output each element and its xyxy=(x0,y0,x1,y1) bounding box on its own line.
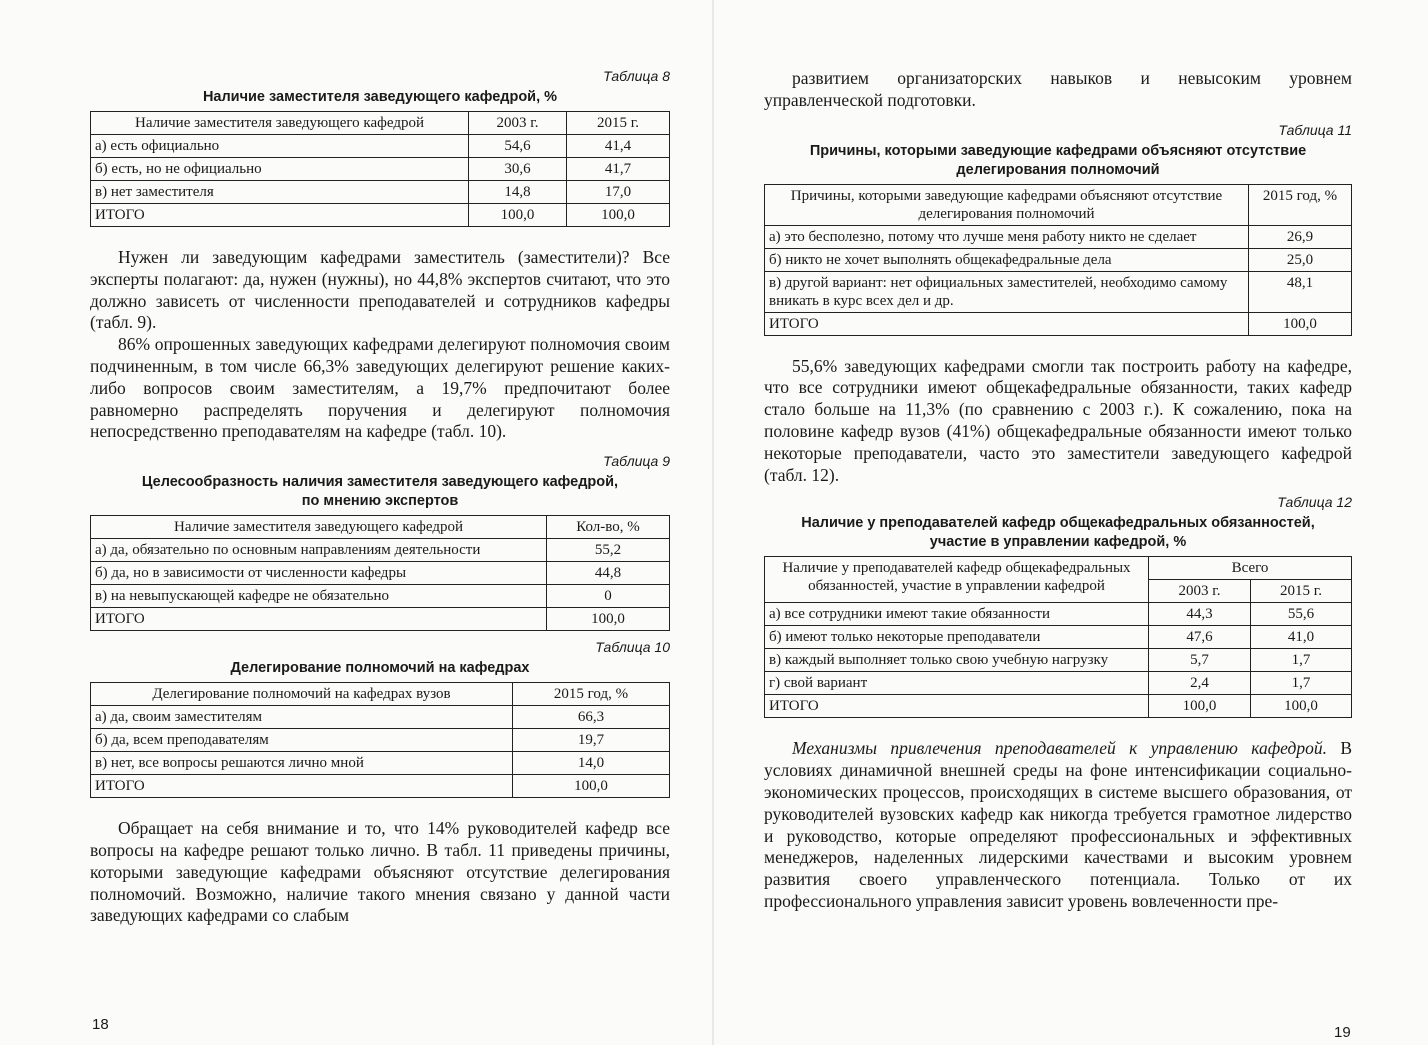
table-cell: 47,6 xyxy=(1149,626,1251,649)
table-cell: а) да, своим заместителям xyxy=(91,706,513,729)
table-11-title: Причины, которыми заведующие кафедрами объясняют отсутствие xyxy=(809,142,1307,159)
table-10 xyxy=(90,682,670,798)
left-page xyxy=(0,0,712,1045)
table-10-label: Таблица 10 xyxy=(595,639,670,656)
table-header-cell: Кол-во, % xyxy=(547,516,670,539)
italic-lead: Механизмы привлечения преподавателей к управлению кафедрой. xyxy=(792,738,1327,759)
table-cell: в) каждый выполняет только свою учебную нагрузку xyxy=(765,649,1149,672)
table-cell: 1,7 xyxy=(1251,672,1352,695)
table-cell: б) никто не хочет выполнять общекафедральные дела xyxy=(765,248,1249,271)
table-cell: 0 xyxy=(547,585,670,608)
right-column xyxy=(764,68,1352,913)
paragraph xyxy=(764,738,1352,912)
table-row xyxy=(91,608,670,631)
table-8-title: Наличие заместителя заведующего кафедрой, % xyxy=(202,89,558,105)
table-cell: 100,0 xyxy=(1249,312,1352,335)
table-11 xyxy=(764,184,1352,336)
table-cell: в) нет, все вопросы решаются лично мной xyxy=(91,752,513,775)
table-cell: г) свой вариант xyxy=(765,672,1149,695)
table-cell: а) да, обязательно по основным направлениям деятельности xyxy=(91,539,547,562)
table-row xyxy=(91,775,670,798)
page-number: 18 xyxy=(92,1016,109,1033)
table-cell: 55,2 xyxy=(547,539,670,562)
table-cell: а) это бесполезно, потому что лучше меня работу никто не сделает xyxy=(765,225,1249,248)
table-9 xyxy=(90,515,670,631)
table-row xyxy=(765,603,1352,626)
table-row xyxy=(91,158,670,181)
table-cell: 41,7 xyxy=(567,158,670,181)
paragraph: Нужен ли заведующим кафедрами заместитель (заместители)? Все эксперты полагают: да, нужен (нужны), но 44,8% экспертов считают, что это должно зависеть от численности преподавателей и сотрудников кафедры (табл. 9). xyxy=(90,247,670,333)
table-cell: 14,8 xyxy=(469,181,567,204)
table-header-cell: Наличие заместителя заведующего кафедрой xyxy=(91,516,547,539)
table-header-cell: 2015 г. xyxy=(1251,580,1352,603)
table-cell: б) есть, но не официально xyxy=(91,158,469,181)
table-cell: в) другой вариант: нет официальных заместителей, необходимо самому вникать в курс всех дел и др. xyxy=(765,271,1249,312)
table-cell: 54,6 xyxy=(469,135,567,158)
table-cell: 48,1 xyxy=(1249,271,1352,312)
table-cell: 17,0 xyxy=(567,181,670,204)
table-cell: 25,0 xyxy=(1249,248,1352,271)
table-9-title-line-2: по мнению экспертов xyxy=(301,493,459,510)
table-row xyxy=(91,706,670,729)
table-8-label: Таблица 8 xyxy=(603,68,670,84)
table-header-row xyxy=(91,683,670,706)
table-cell: 44,8 xyxy=(547,562,670,585)
table-header-cell: 2003 г. xyxy=(1149,580,1251,603)
table-header-cell: 2015 год, % xyxy=(1249,184,1352,225)
table-cell: 100,0 xyxy=(469,204,567,227)
table-row xyxy=(765,626,1352,649)
table-header-cell: Причины, которыми заведующие кафедрами объясняют отсутствие делегирования полномочий xyxy=(765,184,1249,225)
table-header-cell: Всего xyxy=(1149,557,1352,580)
table-cell: ИТОГО xyxy=(765,312,1249,335)
table-header-row xyxy=(765,557,1352,580)
table-cell: 66,3 xyxy=(513,706,670,729)
table-row xyxy=(765,271,1352,312)
table-cell: б) да, всем преподавателям xyxy=(91,729,513,752)
table-cell: 100,0 xyxy=(1149,695,1251,718)
table-cell: б) да, но в зависимости от численности кафедры xyxy=(91,562,547,585)
table-cell: 100,0 xyxy=(1251,695,1352,718)
table-12 xyxy=(764,556,1352,718)
table-cell: б) имеют только некоторые преподаватели xyxy=(765,626,1149,649)
table-cell: ИТОГО xyxy=(91,608,547,631)
table-cell: в) на невыпускающей кафедре не обязательно xyxy=(91,585,547,608)
table-cell: ИТОГО xyxy=(765,695,1149,718)
table-header-cell: Делегирование полномочий на кафедрах вузов xyxy=(91,683,513,706)
table-row xyxy=(765,225,1352,248)
table-cell: ИТОГО xyxy=(91,204,469,227)
table-9-title: Целесообразность наличия заместителя заведующего кафедрой, xyxy=(141,474,619,491)
table-row xyxy=(91,135,670,158)
table-row xyxy=(765,312,1352,335)
table-header-row xyxy=(91,112,670,135)
table-header-cell: Наличие заместителя заведующего кафедрой xyxy=(91,112,469,135)
table-cell: 19,7 xyxy=(513,729,670,752)
table-header-row xyxy=(91,516,670,539)
table-cell: 41,0 xyxy=(1251,626,1352,649)
table-cell: 26,9 xyxy=(1249,225,1352,248)
table-row xyxy=(91,204,670,227)
table-row xyxy=(91,181,670,204)
table-row xyxy=(91,539,670,562)
table-row xyxy=(765,695,1352,718)
table-12-label: Таблица 12 xyxy=(1277,494,1352,511)
table-row xyxy=(91,562,670,585)
table-cell: 1,7 xyxy=(1251,649,1352,672)
table-header-cell: Наличие у преподавателей кафедр общекафедральных обязанностей, участие в управлении кафедрой xyxy=(765,557,1149,603)
table-11-label: Таблица 11 xyxy=(1278,121,1352,138)
table-cell: ИТОГО xyxy=(91,775,513,798)
table-cell: в) нет заместителя xyxy=(91,181,469,204)
table-cell: 100,0 xyxy=(513,775,670,798)
table-cell: 14,0 xyxy=(513,752,670,775)
table-12-title: Наличие у преподавателей кафедр общекафедральных обязанностей, xyxy=(801,515,1315,532)
table-header-cell: 2015 г. xyxy=(567,112,670,135)
table-row xyxy=(765,672,1352,695)
table-row xyxy=(91,585,670,608)
table-header-cell: 2015 год, % xyxy=(513,683,670,706)
table-row xyxy=(91,729,670,752)
table-header-cell: 2003 г. xyxy=(469,112,567,135)
table-11-title-line-2: делегирования полномочий xyxy=(956,161,1160,178)
paragraph: Обращает на себя внимание и то, что 14% руководителей кафедр все вопросы на кафедре решают только лично. В табл. 11 приведены причины, которыми заведующие кафедрами объясняют отсутствие делегирования полномочий. Возможно, наличие такого мнения связано у данной части заведующих кафедрами со слабым xyxy=(90,818,670,926)
paragraph-text: В условиях динамичной внешней среды на фоне интенсификации социально-экономических процессов, происходящих в системе высшего образования, от руководителей вузовских кафедр как никогда требуется грамотное лидерство и руководство, которые определяют профессиональных и эффективных менеджеров, наделенных лидерскими качествами и высоким уровнем развития своего управленческого потенциала. Только от их профессионального управления зависит уровень вовлеченности пре- xyxy=(764,738,1352,911)
table-header-row xyxy=(765,184,1352,225)
table-cell: 2,4 xyxy=(1149,672,1251,695)
table-cell: 100,0 xyxy=(567,204,670,227)
table-12-title-line-2: участие в управлении кафедрой, % xyxy=(929,534,1187,551)
table-cell: а) есть официально xyxy=(91,135,469,158)
table-row xyxy=(91,752,670,775)
page-number: 19 xyxy=(1334,1024,1351,1041)
table-cell: 5,7 xyxy=(1149,649,1251,672)
table-row xyxy=(765,649,1352,672)
table-cell: 55,6 xyxy=(1251,603,1352,626)
paragraph: 55,6% заведующих кафедрами смогли так построить работу на кафедре, что все сотрудники имеют общекафедральные обязанности, таких кафедр стало больше на 11,3% (по сравнению с 2003 г.). К сожалению, пока на половине кафедр вузов (41%) общекафедральные обязанности имеют только некоторые преподаватели, часто это заместители заведующего кафедрой (табл. 12). xyxy=(764,355,1352,485)
table-8 xyxy=(90,111,670,227)
table-cell: 30,6 xyxy=(469,158,567,181)
table-cell: 100,0 xyxy=(547,608,670,631)
right-page xyxy=(714,0,1428,1045)
left-column xyxy=(90,68,670,927)
table-cell: 41,4 xyxy=(567,135,670,158)
table-10-title: Делегирование полномочий на кафедрах xyxy=(230,660,530,677)
table-cell: а) все сотрудники имеют такие обязанности xyxy=(765,603,1149,626)
table-cell: 44,3 xyxy=(1149,603,1251,626)
paragraph: 86% опрошенных заведующих кафедрами делегируют полномочия своим подчиненным, в том числе 66,3% заведующих делегируют решение каких-либо вопросов своим заместителям, а 19,7% предпочитают более равномерно распределять поручения и делегируют полномочия непосредственно преподавателям на кафедре (табл. 10). xyxy=(90,334,670,442)
table-9-label: Таблица 9 xyxy=(603,453,670,470)
table-row xyxy=(765,248,1352,271)
paragraph: развитием организаторских навыков и невысоким уровнем управленческой подготовки. xyxy=(764,68,1352,110)
